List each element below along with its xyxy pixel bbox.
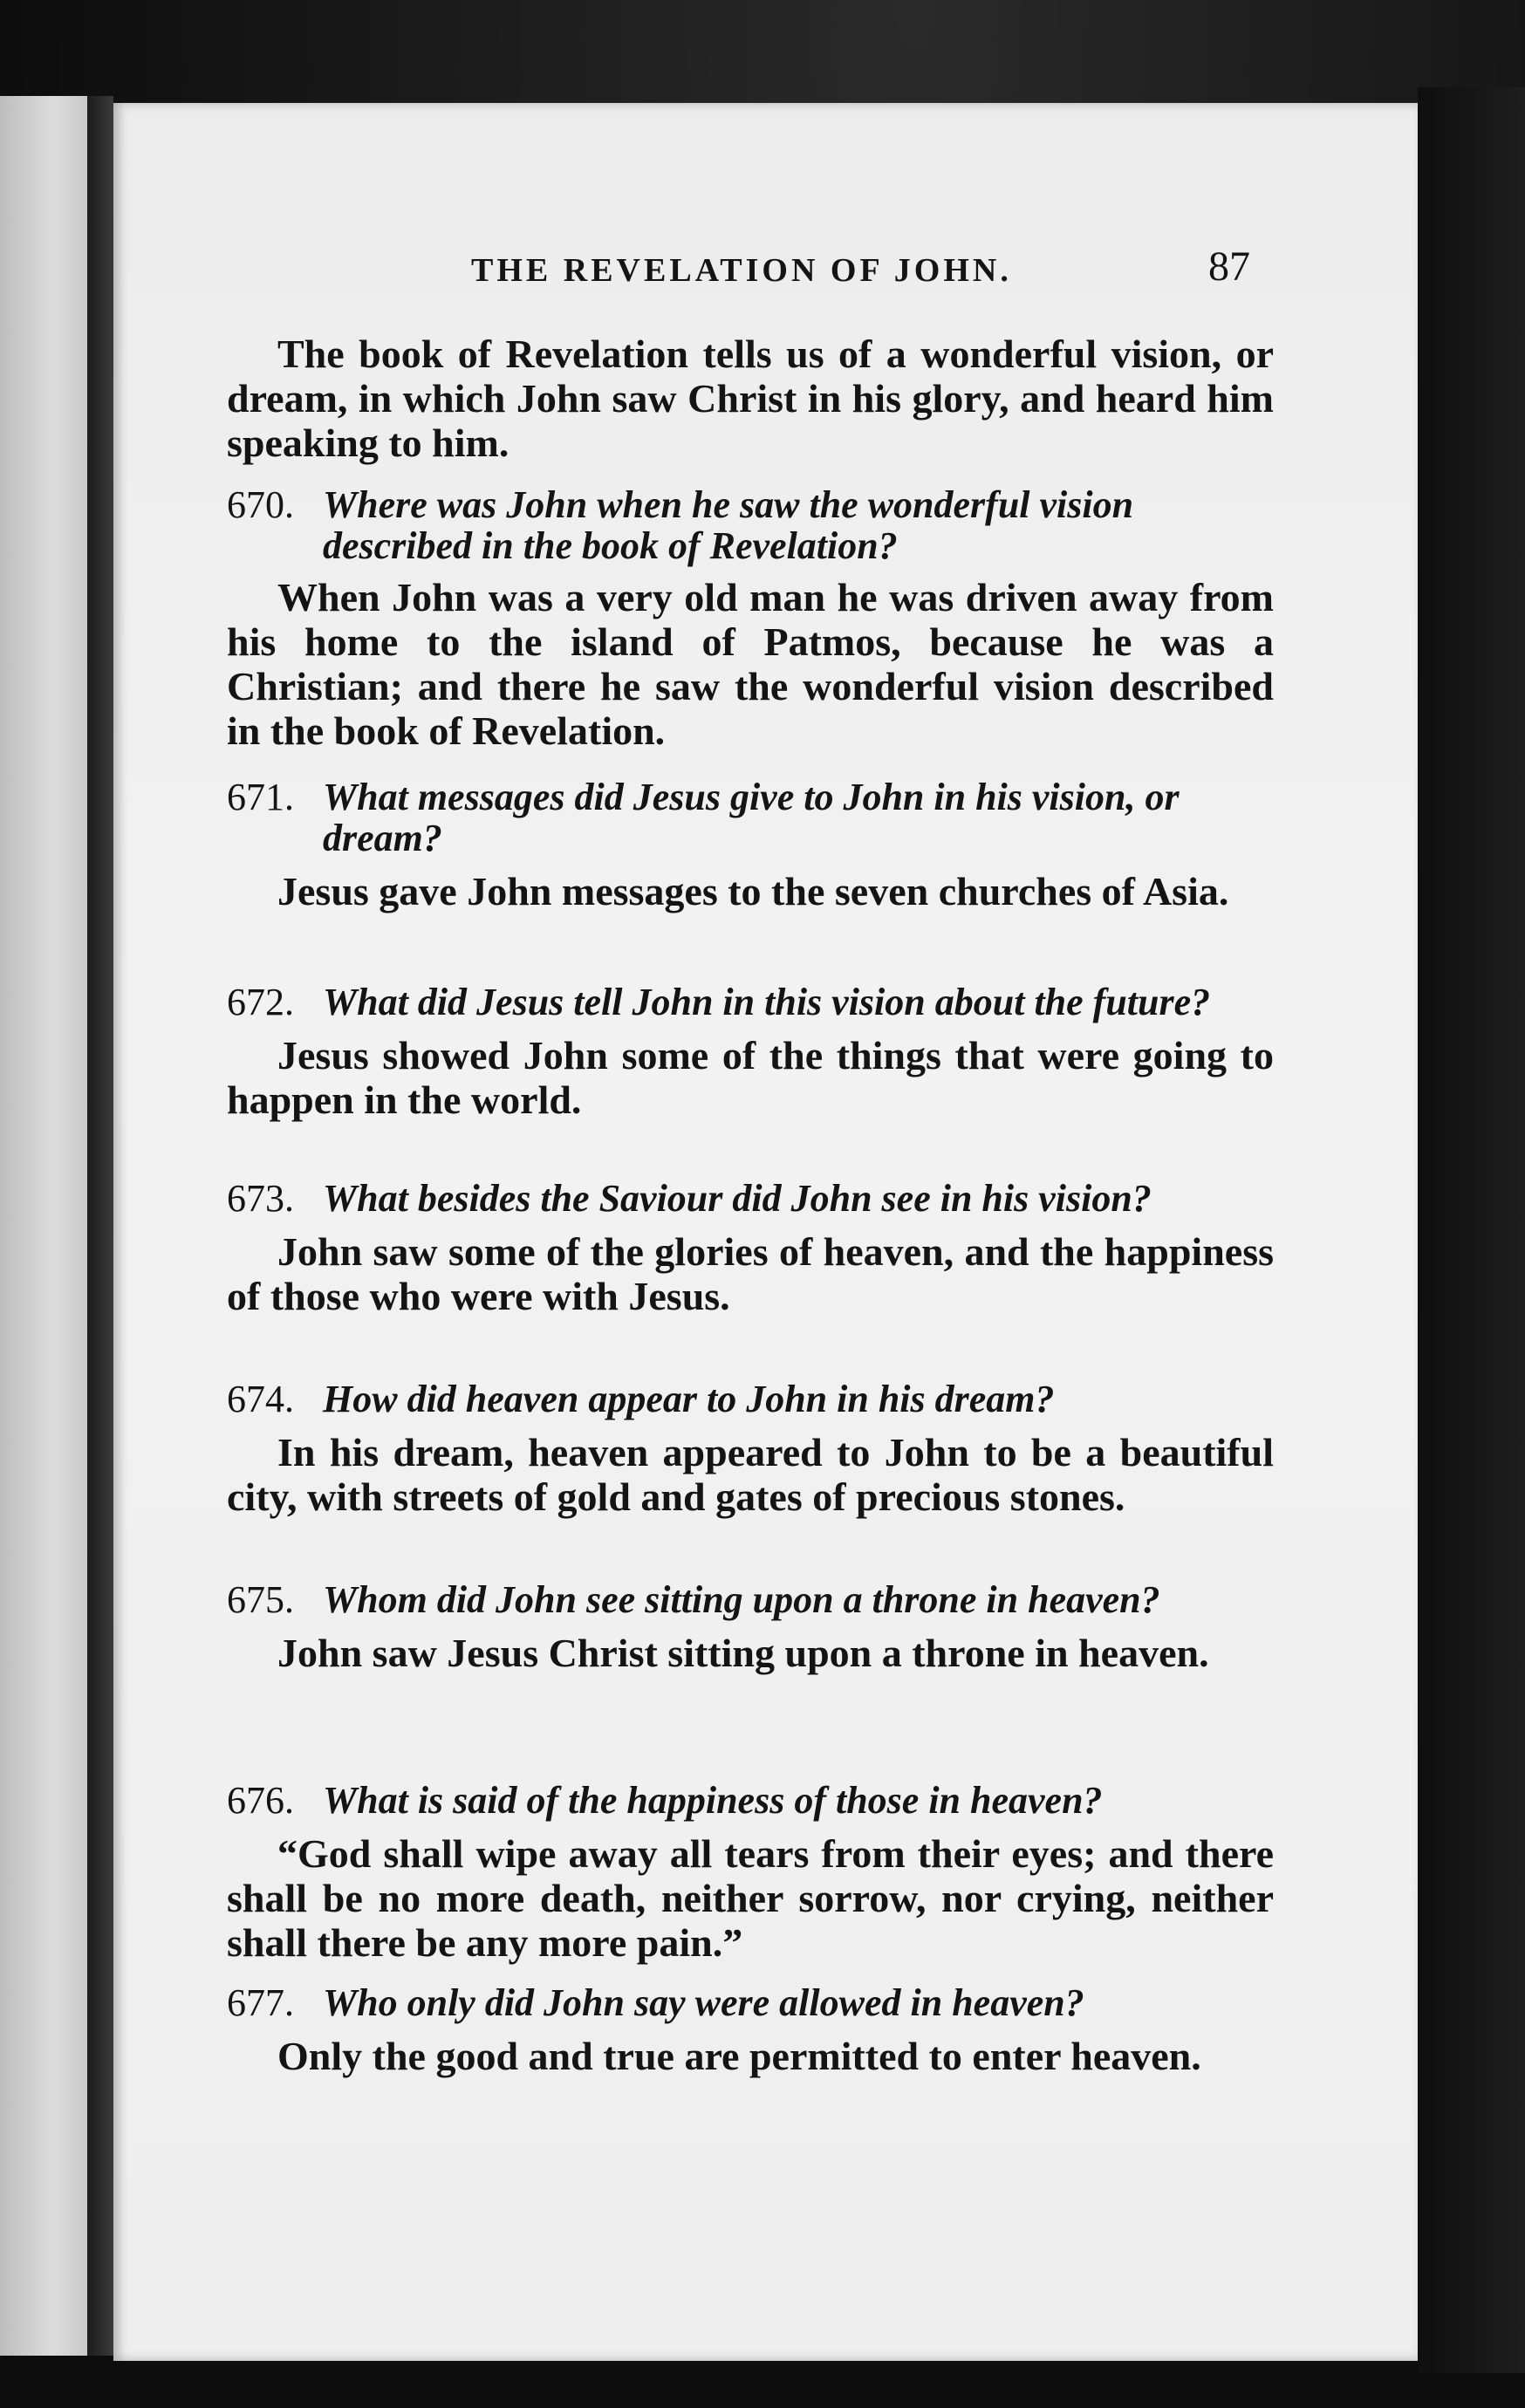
question — [227, 982, 1274, 1023]
qa-item-675 — [227, 1579, 1274, 1675]
question-number: 671. — [227, 776, 294, 818]
scan-border — [1418, 87, 1525, 2373]
question-text: Who only did John say were allowed in heaven? — [323, 1981, 1084, 2024]
question — [227, 1378, 1274, 1419]
question-text: Whom did John see sitting upon a throne in heaven? — [323, 1578, 1160, 1621]
question — [227, 1579, 1274, 1620]
question-number: 670. — [227, 483, 294, 526]
intro-paragraph — [227, 332, 1274, 465]
answer: In his dream, heaven appeared to John to be a beautiful city, with streets of gold and gates of precious stones. — [227, 1430, 1274, 1519]
question-text: What did Jesus tell John in this vision about the future? — [323, 981, 1211, 1023]
question — [227, 1982, 1274, 2023]
answer: John saw Jesus Christ sitting upon a throne in heaven. — [277, 1631, 1209, 1675]
question-text: What is said of the happiness of those in heaven? — [323, 1779, 1103, 1822]
answer: Jesus gave John messages to the seven churches of Asia. — [277, 869, 1229, 913]
question-number: 672. — [227, 981, 294, 1023]
question-number: 674. — [227, 1378, 294, 1420]
answer: Jesus showed John some of the things that were going to happen in the world. — [227, 1033, 1274, 1122]
qa-item-674 — [227, 1378, 1274, 1519]
question — [227, 484, 1274, 566]
question — [227, 776, 1274, 859]
question-text: What besides the Saviour did John see in his vision? — [323, 1177, 1152, 1220]
question — [227, 1178, 1274, 1219]
intro-text: The book of Revelation tells us of a wonderful vision, or dream, in which John saw Christ in his glory, and heard him speaking to him. — [227, 332, 1274, 465]
qa-item-676 — [227, 1780, 1274, 1965]
question-number: 676. — [227, 1779, 294, 1822]
page-number: 87 — [1208, 243, 1250, 290]
answer: Only the good and true are permitted to enter heaven. — [277, 2034, 1201, 2078]
qa-item-672 — [227, 982, 1274, 1122]
book-gutter — [87, 96, 113, 2356]
question-text: Where was John when he saw the wonderful vision described in the book of Revelation? — [323, 483, 1134, 567]
answer: John saw some of the glories of heaven, and the happiness of those who were with Jesus. — [227, 1229, 1274, 1318]
facing-page-edge — [0, 96, 87, 2356]
qa-item-671 — [227, 776, 1274, 913]
question-number: 677. — [227, 1981, 294, 2024]
qa-item-677 — [227, 1982, 1274, 2078]
running-head: THE REVELATION OF JOHN. — [471, 252, 1012, 289]
question-text: What messages did Jesus give to John in his vision, or dream? — [323, 776, 1180, 859]
question-number: 673. — [227, 1177, 294, 1220]
qa-item-670 — [227, 484, 1274, 753]
question-number: 675. — [227, 1578, 294, 1621]
answer: When John was a very old man he was driven away from his home to the island of Patmos, because he was a Christian; and there he saw the wonderful vision described in the book of Revelation. — [227, 575, 1274, 753]
answer: “God shall wipe away all tears from their eyes; and there shall be no more death, neither sorrow, nor crying, neither shall there be any more pain.” — [227, 1831, 1274, 1965]
qa-item-673 — [227, 1178, 1274, 1318]
question-text: How did heaven appear to John in his dream? — [323, 1378, 1055, 1420]
question — [227, 1780, 1274, 1821]
